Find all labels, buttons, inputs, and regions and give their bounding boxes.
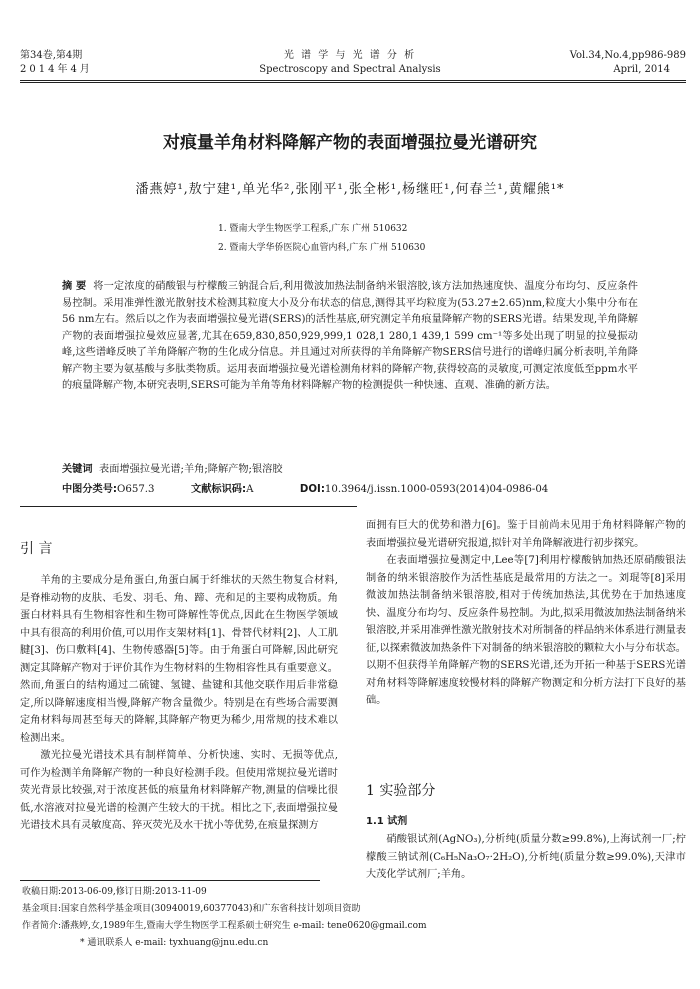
keywords-label: 关键词	[62, 464, 93, 475]
header-journal-en: Spectroscopy and Spectral Analysis	[259, 64, 441, 75]
header-rule	[20, 80, 686, 81]
footnote-bio: 作者简介:潘燕婷,女,1989年生,暨南大学生物医学工程系硕士研究生 e-mail: tene0620@gmail.com	[22, 921, 427, 931]
doc-code-label: 文献标识码:	[191, 484, 247, 495]
doi-value: 10.3964/j.issn.1000-0593(2014)04-0986-04	[324, 484, 549, 495]
abstract-label: 摘 要	[62, 281, 87, 292]
reagents-paragraph: 硝酸银试剂(AgNO₃),分析纯(质量分数≥99.8%),上海试剂一厂;柠檬酸三钠试剂(C₆H₅Na₃O₇·2H₂O),分析纯(质量分数≥99.0%),天津市大茂化学试剂厂;羊角。	[366, 834, 686, 880]
keywords-text: 表面增强拉曼光谱;羊角;降解产物;银溶胶	[99, 464, 283, 475]
right-paragraph-0: 面拥有巨大的优势和潜力[6]。鉴于目前尚未见用于角材料降解产物的表面增强拉曼光谱研究报道,拟针对羊角降解液进行初步探究。	[366, 520, 686, 549]
footnote-corresponding: * 通讯联系人 e-mail: tyxhuang@jnu.edu.cn	[80, 938, 269, 948]
abstract	[62, 279, 638, 395]
doi-label: DOI:	[299, 484, 325, 495]
clc-label: 中图分类号:	[62, 484, 118, 495]
footnote-received: 收稿日期:2013-06-09,修订日期:2013-11-09	[22, 887, 207, 897]
abstract-divider	[20, 506, 357, 507]
section-1-heading: 1 实验部分	[366, 783, 436, 799]
intro-paragraph-2: 激光拉曼光谱技术具有制样简单、分析快速、实时、无损等优点,可作为检测羊角降解产物的一种良好检测手段。但使用常规拉曼光谱时荧光背景比较强,对于浓度甚低的痕量角材料降解产物,测量的信噪比很低,水溶液对拉曼光谱的检测产生较大的干扰。相比之下,表面增强拉曼光谱技术具有灵敏度高、猝灭荧光及水干扰小等优势,在痕量探测方	[20, 750, 338, 831]
header-volume-en: Vol.34,No.4,pp986-989	[569, 50, 686, 61]
right-column	[366, 517, 686, 710]
clc-value: O657.3	[117, 484, 155, 495]
affiliation-2: 2. 暨南大学华侨医院心血管内科,广东 广州 510630	[218, 243, 426, 253]
footnote-rule	[20, 880, 320, 881]
header-volume-cn: 第34卷,第4期	[20, 50, 83, 61]
header-date-en: April, 2014	[613, 64, 670, 75]
subsection-1-1-heading: 1.1 试剂	[366, 816, 408, 827]
left-column	[20, 572, 338, 835]
intro-heading: 引 言	[20, 541, 53, 557]
right-paragraph-1: 在表面增强拉曼测定中,Lee等[7]利用柠檬酸钠加热还原硝酸银法制备的纳米银溶胶作为活性基底是最常用的方法之一。刘琨等[8]采用微波加热法制备纳米银溶胶,相对于传统加热法,其优势在于加热速度快、温度分布均匀、反应条件易控制。为此,拟采用微波加热法制备纳米银溶胶,并采用准弹性激光散射技术对所制备的样品纳米体系进行测量表征,以探索微波加热条件下对制备的纳米银溶胶的颗粒大小与分布状态。以期不但获得羊角降解产物的SERS光谱,还为开拓一种基于SERS光谱对角材料等降解速度较慢材料的降解产物测定和分析方法打下良好的基础。	[366, 555, 686, 706]
header-rule-thin	[20, 82, 686, 83]
author-list: 潘燕婷¹,敖宁建¹,单光华²,张刚平¹,张全彬¹,杨继旺¹,何春兰¹,黄耀熊¹*	[135, 182, 565, 197]
paper-title: 对痕量羊角材料降解产物的表面增强拉曼光谱研究	[163, 133, 537, 153]
keywords	[62, 462, 638, 479]
reagents-text	[366, 831, 686, 884]
classification-line	[62, 482, 662, 499]
affiliation-1: 1. 暨南大学生物医学工程系,广东 广州 510632	[218, 224, 408, 234]
abstract-text: 将一定浓度的硝酸银与柠檬酸三钠混合后,利用微波加热法制备纳米银溶胶,该方法加热速度快、温度分布均匀、反应条件易控制。采用准弹性激光散射技术检测其粒度大小及分布状态的信息,测得其平均粒度为(53.27±2.65)nm,粒度大小集中分布在56 nm左右。然后以之作为表面增强拉曼光谱(SERS)的活性基底,研究测定羊角痕量降解产物的SERS光谱。结果发现,羊角降解产物的表面增强拉曼效应显著,尤其在659,830,850,929,999,1 028,1 280,1 439,1 599 cm⁻¹等多处出现了明显的拉曼振动峰,这些谱峰反映了羊角降解产物的生化成分信息。并且通过对所获得的羊角降解产物SERS信号进行的谱峰归属分析表明,羊角降解产物主要为氨基酸与多肽类物质。运用表面增强拉曼光谱检测角材料的降解产物,获得较高的灵敏度,可测定浓度低至ppm水平的痕量降解产物,本研究表明,SERS可能为羊角等角材料降解产物的检测提供一种快速、直观、准确的新方法。	[62, 281, 638, 391]
doc-code-value: A	[246, 484, 254, 495]
header-journal-cn: 光 谱 学 与 光 谱 分 析	[283, 50, 417, 61]
header-date-cn: 2014年4月	[20, 64, 93, 75]
intro-paragraph-1: 羊角的主要成分是角蛋白,角蛋白属于纤维状的天然生物复合材料,是脊椎动物的皮肤、毛发、羽毛、角、蹄、壳和足的主要构成物质。角蛋白材料具有生物相容性和生物可降解性等优点,因此在生物医学领域中具有很高的利用价值,可以用作支架材料[1]、骨替代材料[2]、人工肌腱[3]、伤口敷料[4]、生物传感器[5]等。由于角蛋白可降解,因此研究测定其降解产物对于评价其作为生物材料的生物相容性具有重要意义。然而,角蛋白的结构通过二硫键、氢键、盐键和其他交联作用后非常稳定,所以降解速度相当慢,降解产物含量微少。特别是在有些场合需要测定角材料每周甚至每天的降解,其降解产物更为稀少,用常规的技术难以检测出来。	[20, 575, 338, 744]
footnote-fund: 基金项目:国家自然科学基金项目(30940019,60377043)和广东省科技计划项目资助	[22, 904, 361, 914]
